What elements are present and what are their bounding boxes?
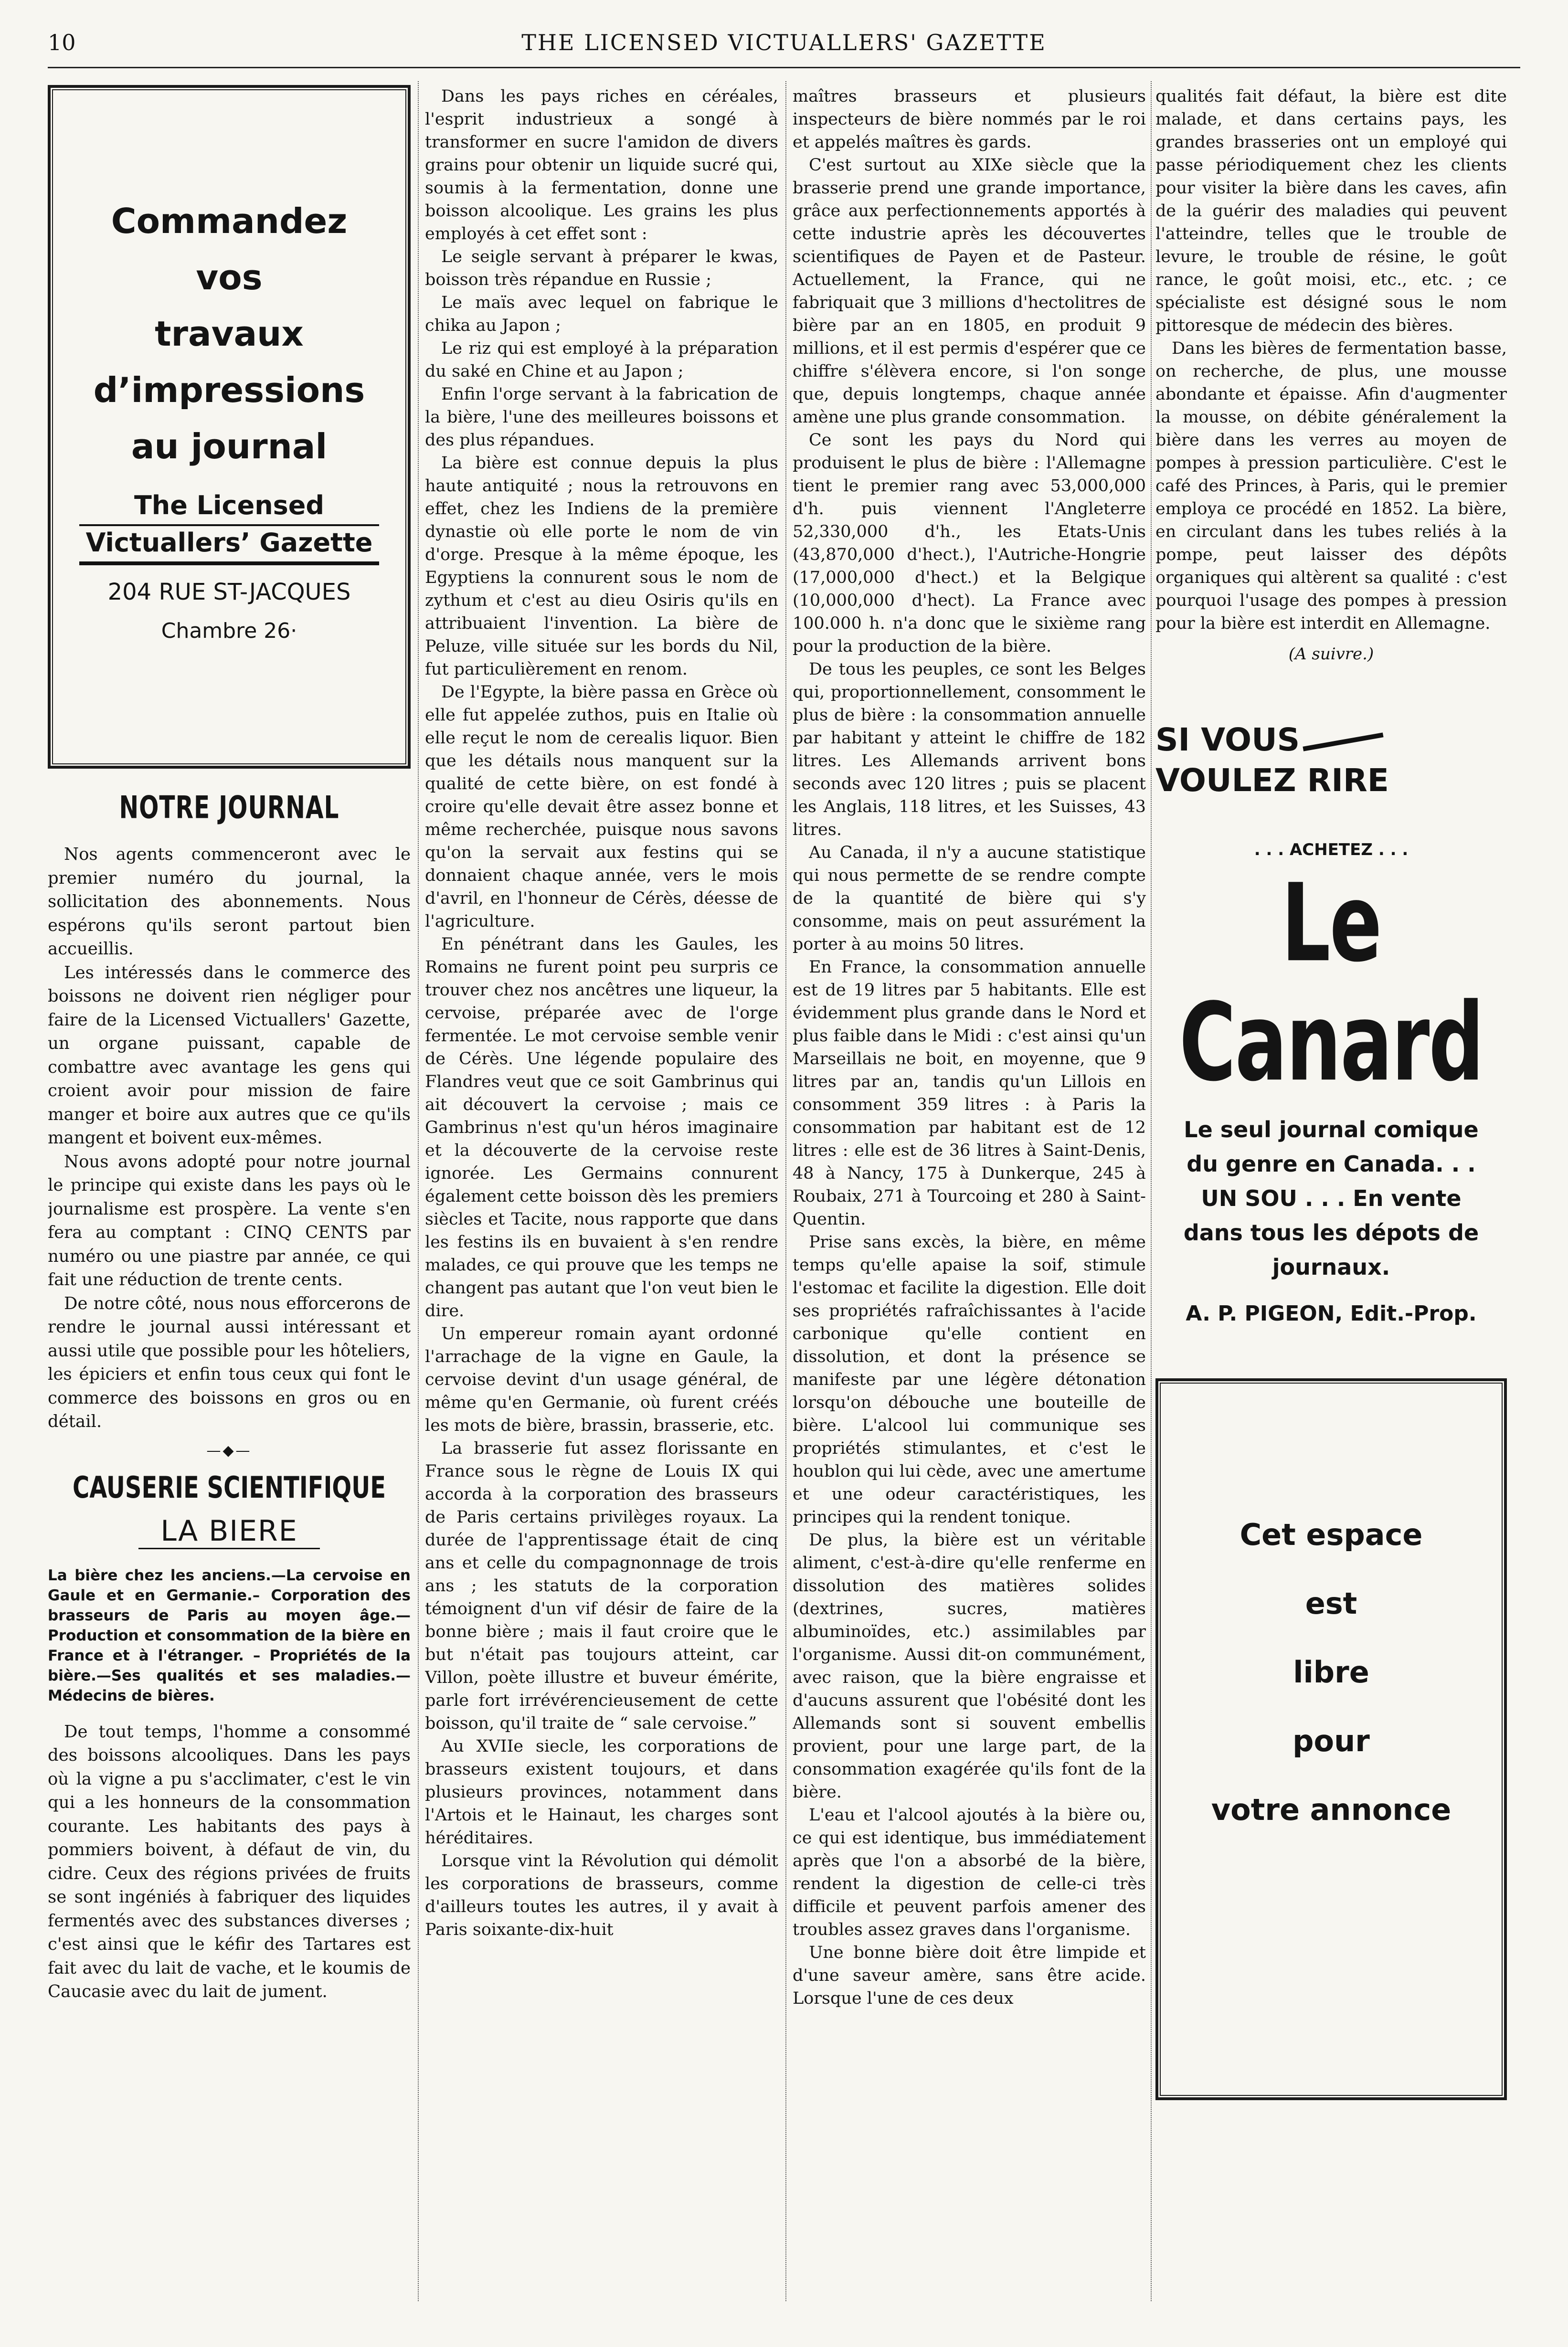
article-paragraph: Une bonne bière doit être limpide et d'une saveur amère, sans être acide. Lorsque l'une de ces deux <box>793 1943 1146 2008</box>
article-paragraph: Au XVIIe siecle, les corporations de brasseurs existent toujours, et dans plusieurs provinces, notamment dans l'Artois et le Hainaut, les charges sont héréditaires. <box>425 1737 778 1848</box>
column-divider <box>1151 81 1152 2301</box>
article-paragraph: Dans les pays riches en céréales, l'esprit industrieux a songé à transformer en sucre l'amidon de divers grains pour obtenir un liquide sucré qui, soumis à la fermentation, donne une boisson alcoolique. Les grains les plus employés à cet effet sont : <box>425 87 778 243</box>
canard-ad-publisher: A. P. PIGEON, Edit.-Prop. <box>1186 1301 1477 1326</box>
article-paragraph: La bière est connue depuis la plus haute antiquité ; nous la retrouvons en effet, chez les Indiens de la première dynastie où elle porte le nom de vin d'orge. Presque à la même époque, les Egyptiens la connurent sous le nom de zythum et c'est au dieu Osiris qu'ils en attribuaient l'invention. La bière de Peluze, ville située sur les bords du Nil, fut particulièrement en renom. <box>425 454 778 679</box>
article-paragraph: Nous avons adopté pour notre journal le principe qui existe dans les pays où le journalisme est prospère. La vente s'en fera au comptant : CINQ CENTS par numéro ou une piastre par année, ce qui fait une réduction de trente cents. <box>48 1152 411 1290</box>
article-paragraph: Le riz qui est employé à la préparation du saké en Chine et au Japon ; <box>425 339 778 381</box>
column-divider <box>418 81 419 2301</box>
article-paragraph: De tous les peuples, ce sont les Belges qui, proportionnellement, consomment le plus de bière : la consommation annuelle par habitant y atteint le chiffre de 182 litres. Les Allemands arrivent bons seconds avec 120 litres ; puis se placent les Anglais, 118 litres, et les Suisses, 43 litres. <box>793 660 1146 839</box>
article-paragraph: En pénétrant dans les Gaules, les Romains ne furent point peu surpris ce trouver chez nos ancêtres une liqueur, la cervoise, préparée avec de l'orge fermentée. Le mot cervoise semble venir de Cérès. Une légende populaire des Flandres veut que ce soit Gambrinus qui ait découvert la cervoise ; mais ce Gambrinus n'est qu'un héros imaginaire et la découverte de la cervoise reste ignorée. Les Germains connurent également cette boisson dès les premiers siècles et Tacite, nous rapporte que dans les festins ils en buvaient à s'en rendre malades, ce qui prouve que les temps ne changent pas autant que l'on veut bien le dire. <box>425 935 778 1321</box>
article-summary: La bière chez les anciens.—La cervoise en Gaule et en Germanie.– Corporation des brasseurs de Paris au moyen âge.—Production et consommation de la bière en France et à l'étranger. – Propriétés de la bière.—Ses qualités et ses maladies.—Médecins de bières. <box>48 1566 411 1704</box>
canard-ad-headline <box>1155 721 1507 759</box>
page-number: 10 <box>48 30 76 55</box>
ad-space-line: pour <box>1293 1723 1370 1758</box>
column-1 <box>48 85 411 2300</box>
ad-paper-name: Victuallers’ Gazette <box>79 526 379 565</box>
article-paragraph: Au Canada, il n'y a aucune statistique qui nous permette de se rendre compte de la quantité de bière qui s'y consomme, mais on peut assurément la porter à au moins 50 litres. <box>793 843 1146 954</box>
causerie-heading: CAUSERIE SCIENTIFIQUE <box>73 1470 386 1505</box>
canard-ad-desc: Le seul journal comique <box>1184 1117 1479 1142</box>
article-paragraph: C'est surtout au XIXe siècle que la brasserie prend une grande importance, grâce aux perfectionnements apportés à cette industrie après les découvertes scientifiques de Payen et de Pasteur. Actuellement, la France, qui ne fabriquait que 3 millions d'hectolitres de bière par an en 1805, en produit 9 millions, et il est permis d'espérer que ce chiffre s'élèvera encore, si l'on songe que, depuis longtemps, chaque année amène une plus grande consommation. <box>793 156 1146 427</box>
running-header <box>48 30 1520 73</box>
canard-ad-desc: dans tous les dépots de <box>1183 1220 1479 1246</box>
article-paragraph: De notre côté, nous nous efforcerons de rendre le journal aussi intéressant et aussi utile que possible pour les hôteliers, les épiciers et enfin tous ceux qui font le commerce des boissons en gros ou en détail. <box>48 1293 411 1431</box>
article-paragraph: De plus, la bière est un véritable aliment, c'est-à-dire qu'elle renferme en dissolution des matières solides (dextrines, sucres, matières albuminoïdes, etc.) assimilables par l'organisme. Aussi dit-on communément, avec raison, que la bière engraisse et d'aucuns assurent que l'obésité dont les Allemands sont si souvent embellis provient, pour une large part, de la consommation exagérée qu'ils font de la bière. <box>793 1531 1146 1802</box>
article-paragraph: Enfin l'orge servant à la fabrication de la bière, l'une des meilleures boissons et des plus répandues. <box>425 385 778 450</box>
column-4 <box>1155 85 1507 2300</box>
canard-ad-achetez: . . . ACHETEZ . . . <box>1254 840 1409 859</box>
article-paragraph: Le seigle servant à préparer le kwas, boisson très répandue en Russie ; <box>425 247 778 289</box>
notre-journal-heading: NOTRE JOURNAL <box>119 789 339 826</box>
article-paragraph: Dans les bières de fermentation basse, on recherche, de plus, une mousse abondante et épaisse. Afin d'augmenter la mousse, on débite généralement la bière dans les verres au moyen de pompes à pression particulière. C'est le café des Princes, à Paris, qui le premier employa ce procédé en 1852. La bière, en circulant dans les tubes reliés à la pompe, peut laisser des dépôts organiques qui altèrent sa qualité : c'est pourquoi l'usage des pompes à pression pour la bière est interdit en Allemagne. <box>1155 339 1507 633</box>
newspaper-title: THE LICENSED VICTUALLERS' GAZETTE <box>521 30 1047 55</box>
ad-line: vos <box>196 257 263 297</box>
ad-line: d’impressions <box>93 370 365 410</box>
article-paragraph: L'eau et l'alcool ajoutés à la bière ou, ce qui est identique, bus immédiatement après que l'on a absorbé de la bière, rendent la digestion de celle-ci très difficile et peuvent parfois amener des troubles assez graves dans l'organisme. <box>793 1806 1146 1939</box>
article-paragraph: qualités fait défaut, la bière est dite malade, et dans certains pays, les grandes brasseries ont un employé qui passe périodiquement chez les clients pour visiter la bière dans les caves, afin de la guérir des maladies qui peuvent l'atteindre, telles que le trouble de levure, le trouble de résine, le goût rance, le goût moisi, etc., etc. ; ce spécialiste est désigné sous le nom pittoresque de médecin des bières. <box>1155 87 1507 335</box>
ad-line: travaux <box>155 314 304 354</box>
header-rule <box>48 67 1520 68</box>
section-ornament: —◆— <box>206 1442 252 1459</box>
article-paragraph: Lorsque vint la Révolution qui démolit les corporations de brasseurs, comme d'ailleurs toutes les autres, il y avait à Paris soixante-dix-huit <box>425 1851 778 1939</box>
article-paragraph: Le maïs avec lequel on fabrique le chika au Japon ; <box>425 293 778 335</box>
ad-room: Chambre 26· <box>161 619 297 643</box>
article-paragraph: De tout temps, l'homme a consommé des boissons alcooliques. Dans les pays où la vigne a pu s'acclimater, c'est le vin qui a les honneurs de la consommation courante. Les habitants des pays à pommiers boivent, à défaut de vin, du cidre. Ceux des régions privées de fruits se sont ingéniés à fabriquer des liquides fermentés avec des substances diverses ; c'est ainsi que le kéfir des Tartares est fait avec du lait de vache, et le koumis de Caucasie avec du lait de jument. <box>48 1722 411 2001</box>
ad-paper-name: The Licensed <box>79 489 379 526</box>
article-paragraph: De l'Egypte, la bière passa en Grèce où elle fut appelée zuthos, puis en Italie où elle reçut le nom de cerealis liquor. Bien que les détails nous manquent sur la qualité de cette bière, on est fondé à croire qu'elle devait être assez bonne et même recherchée, puisque nous savons qu'on la servait aux festins qui se donnaient chaque année, vers le mois d'avril, en l'honneur de Cérès, déesse de l'agriculture. <box>425 683 778 931</box>
column-3 <box>793 85 1146 2300</box>
canard-ad-desc: du genre en Canada. . . <box>1187 1151 1476 1177</box>
article-title: LA BIERE <box>138 1514 320 1549</box>
article-paragraph: Un empereur romain ayant ordonné l'arrachage de la vigne en Gaule, la cervoise devint d'un usage général, de même qu'en Germanie, où furent créés les mots de bière, brassin, brasserie, etc. <box>425 1324 778 1435</box>
ad-space-line: Cet espace <box>1240 1517 1423 1552</box>
column-2 <box>425 85 778 2300</box>
ad-space-line: libre <box>1293 1655 1369 1690</box>
arrow-icon <box>1303 732 1384 751</box>
article-paragraph: En France, la consommation annuelle est de 19 litres par 5 habitants. Elle est évidemment plus grande dans le Nord et plus faible dans le Midi : c'est ainsi qu'un Marseillais ne boit, en moyenne, que 9 litres par an, tandis qu'un Lillois en consomment 359 litres : à Paris la consommation par habitant est de 12 litres : elle est de 36 litres à Saint-Denis, 48 à Nancy, 175 à Dunkerque, 245 à Roubaix, 271 à Tourcoing et 280 à Saint-Quentin. <box>793 958 1146 1229</box>
ad-space-line: votre annonce <box>1211 1792 1451 1827</box>
ad-space-box <box>1155 1378 1507 2100</box>
article-paragraph: Ce sont les pays du Nord qui produisent le plus de bière : l'Allemagne tient le premier rang avec 53,000,000 d'h. puis viennent l'Angleterre 52,330,000 d'h., les Etats-Unis (43,870,000 d'hect.), l'Autriche-Hongrie (17,000,000 d'hect.) et la Belgique (10,000,000 d'hect). La France avec 100.000 h. n'a donc que le sixième rang pour la production de la bière. <box>793 431 1146 656</box>
canard-ad-line: VOULEZ RIRE <box>1155 762 1389 799</box>
ad-space-line: est <box>1305 1586 1357 1621</box>
canard-ad-title: Le Canard <box>1179 861 1483 1105</box>
canard-ad-line: SI VOUS <box>1155 721 1300 758</box>
to-be-continued: (A suivre.) <box>1288 645 1374 664</box>
canard-ad-desc: UN SOU . . . En vente <box>1201 1185 1462 1211</box>
article-paragraph: Les intéressés dans le commerce des boissons ne doivent rien négliger pour faire de la Licensed Victuallers' Gazette, un organe puissant, capable de combattre avec avantage les gens qui croient avoir pour mission de faire manger et boire aux autres que ce qu'ils mangent et boivent eux-mêmes. <box>48 962 411 1148</box>
article-paragraph: Nos agents commenceront avec le premier numéro du journal, la sollicitation des abonnements. Nous espérons qu'ils seront partout bien accueillis. <box>48 845 411 959</box>
article-paragraph: maîtres brasseurs et plusieurs inspecteurs de bière nommés par le roi et appelés maîtres ès gards. <box>793 87 1146 152</box>
column-divider <box>785 81 786 2301</box>
article-paragraph: Prise sans excès, la bière, en même temps qu'elle apaise la soif, stimule l'estomac et facilite la digestion. Elle doit ses propriétés rafraîchissantes à l'acide carbonique qu'elle contient en dissolution, et dont la présence se manifeste par une légère détonation lorsqu'on débouche une bouteille de bière. L'alcool lui communique ses propriétés stimulantes, et c'est le houblon qui lui cède, avec une amertume et une odeur caractéristiques, les principes qui la rendent tonique. <box>793 1233 1146 1527</box>
canard-ad-desc: journaux. <box>1272 1254 1390 1280</box>
ad-address: 204 RUE ST-JACQUES <box>107 579 351 605</box>
print-services-ad <box>48 85 411 769</box>
ad-line: au journal <box>131 426 328 466</box>
article-paragraph: La brasserie fut assez florissante en France sous le règne de Louis IX qui accorda à la corporation des brasseurs de Paris certains privilèges royaux. La durée de l'apprentissage était de cinq ans et celle du compagnonnage de trois ans ; les statuts de la corporation témoignent d'un vif désir de faire de la bonne bière ; mais il faut croire que le but n'était pas toujours atteint, car Villon, poète illustre et buveur émérite, parle fort irrévérencieusement de cette boisson, qu'il traite de “ sale cervoise.” <box>425 1439 778 1733</box>
ad-line: Commandez <box>111 201 348 241</box>
